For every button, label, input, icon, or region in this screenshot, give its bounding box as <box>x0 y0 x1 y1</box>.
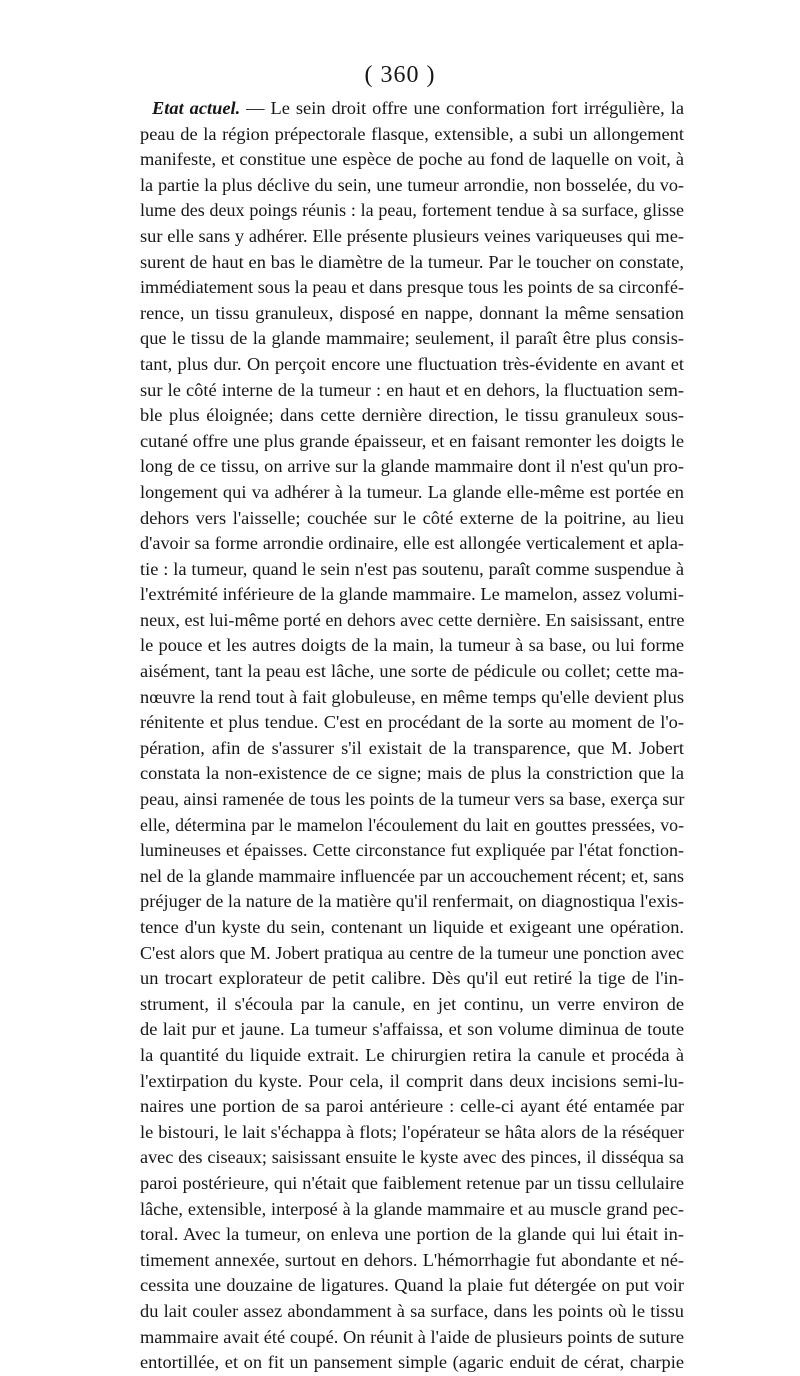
paragraph-lead: Etat actuel. <box>152 98 241 118</box>
text-line: que le tissu de la glande mammaire; seulement, il paraît être plus consis- <box>140 328 684 349</box>
text-line: lume des deux poings réunis : la peau, fortement tendue à sa surface, glisse <box>140 200 684 221</box>
text-line: rénitente et plus tendue. C'est en procédant de la sorte au moment de l'o- <box>140 712 684 733</box>
text-line: surent de haut en bas le diamètre de la tumeur. Par le toucher on constate, <box>140 251 684 272</box>
text-line: avec des ciseaux; saisissant ensuite le kyste avec des pinces, il disséqua sa <box>140 1147 684 1168</box>
page-number: ( 360 ) <box>364 62 436 88</box>
text-line <box>140 96 684 122</box>
text-line: pération, afin de s'assurer s'il existait de la transparence, que M. Jobert <box>140 737 684 758</box>
text-line: tie : la tumeur, quand le sein n'est pas soutenu, paraît comme suspendue à <box>140 558 684 579</box>
text-line: rence, un tissu granuleux, disposé en nappe, donnant la même sensation <box>140 302 684 323</box>
text-line: tant, plus dur. On perçoit encore une fluctuation très-évidente en avant et <box>140 353 684 374</box>
text-line: nœuvre la rend tout à fait globuleuse, en même temps qu'elle devient plus <box>140 686 684 707</box>
text-line: un trocart explorateur de petit calibre. Dès qu'il eut retiré la tige de l'in- <box>140 968 684 989</box>
text-line: dehors vers l'aisselle; couchée sur le côté externe de la poitrine, au lieu <box>140 507 684 528</box>
text-line: peau de la région prépectorale flasque, extensible, a subi un allongement <box>140 123 684 144</box>
text-line: lâche, extensible, interposé à la glande mammaire et au muscle grand pec- <box>140 1198 684 1219</box>
text-line: la quantité du liquide extrait. Le chirurgien retira la canule et procéda à <box>140 1044 684 1065</box>
text-line: cessita une douzaine de ligatures. Quand la plaie fut détergée on put voir <box>140 1275 684 1296</box>
text-line: préjuger de la nature de la matière qu'il renfermait, on diagnostiqua l'exis- <box>140 891 684 912</box>
text-line: du lait couler assez abondamment à sa surface, dans les points où le tissu <box>140 1300 684 1321</box>
text-line: naires une portion de sa paroi antérieure : celle-ci ayant été entamée par <box>140 1096 684 1117</box>
text-line: long de ce tissu, on arrive sur la glande mammaire dont il n'est qu'un pro- <box>140 456 684 477</box>
text-line: sur le côté interne de la tumeur : en haut et en dehors, la fluctuation sem- <box>140 379 684 400</box>
text-line: la partie la plus déclive du sein, une tumeur arrondie, non bosselée, du vo- <box>140 174 684 195</box>
text-line: longement qui va adhérer à la tumeur. La glande elle-même est portée en <box>140 481 684 502</box>
text-line: le pouce et les autres doigts de la main, la tumeur à sa base, ou lui forme <box>140 635 684 656</box>
text-line: manifeste, et constitue une espèce de poche au fond de laquelle on voit, à <box>140 149 684 170</box>
text-line: toral. Avec la tumeur, on enleva une portion de la glande qui lui était in- <box>140 1224 684 1245</box>
text-line: neux, est lui-même porté en dehors avec cette dernière. En saisissant, entre <box>140 609 685 630</box>
text-line: cutané offre une plus grande épaisseur, et en faisant remonter les doigts le <box>140 430 684 451</box>
text-line: peau, ainsi ramenée de tous les points de la tumeur vers sa base, exerça sur <box>140 789 685 810</box>
text-line: l'extirpation du kyste. Pour cela, il comprit dans deux incisions semi-lu- <box>140 1070 684 1091</box>
text-line: aisément, tant la peau est lâche, une sorte de pédicule ou collet; cette ma- <box>140 661 684 682</box>
text-line: ble plus éloignée; dans cette dernière direction, le tissu granuleux sous- <box>140 405 684 426</box>
text-line: tence d'un kyste du sein, contenant un liquide et exigeant une opération. <box>140 917 684 937</box>
text-line: elle, détermina par le mamelon l'écoulement du lait en gouttes pressées, vo- <box>140 814 684 835</box>
text-line: paroi postérieure, qui n'était que faiblement retenue par un tissu cellulaire <box>140 1172 684 1193</box>
text-line: C'est alors que M. Jobert pratiqua au centre de la tumeur une ponction avec <box>140 942 684 963</box>
text-line: entortillée, et on fit un pansement simple (agaric enduit de cérat, charpie <box>140 1352 684 1373</box>
text-line: de lait pur et jaune. La tumeur s'affaissa, et son volume diminua de toute <box>140 1019 684 1040</box>
text-line: lumineuses et épaisses. Cette circonstance fut expliquée par l'état fonction- <box>140 840 684 861</box>
text-line: constata la non-existence de ce signe; mais de plus la constriction que la <box>140 763 684 784</box>
text-line: mammaire avait été coupé. On réunit à l'aide de plusieurs points de suture <box>140 1326 684 1347</box>
body-paragraph <box>140 96 684 1376</box>
text-line: timement annexée, surtout en dehors. L'hémorrhagie fut abondante et né- <box>140 1249 684 1270</box>
text-line: nel de la glande mammaire influencée par un accouchement récent; et, sans <box>140 865 684 886</box>
text-line: l'extrémité inférieure de la glande mammaire. Le mamelon, assez volumi- <box>140 584 684 605</box>
text-line: d'avoir sa forme arrondie ordinaire, elle est allongée verticalement et apla- <box>140 533 684 554</box>
text-line: sur elle sans y adhérer. Elle présente plusieurs veines variqueuses qui me- <box>140 225 684 246</box>
text-line: le bistouri, le lait s'échappa à flots; l'opérateur se hâta alors de la réséquer <box>140 1121 684 1142</box>
text-line: immédiatement sous la peau et dans presque tous les points de sa circonfé- <box>140 277 684 298</box>
text-line: strument, il s'écoula par la canule, en jet continu, un verre environ de <box>140 993 684 1014</box>
text-line-content: — Le sein droit offre une conformation fort irrégulière, la <box>240 98 685 118</box>
